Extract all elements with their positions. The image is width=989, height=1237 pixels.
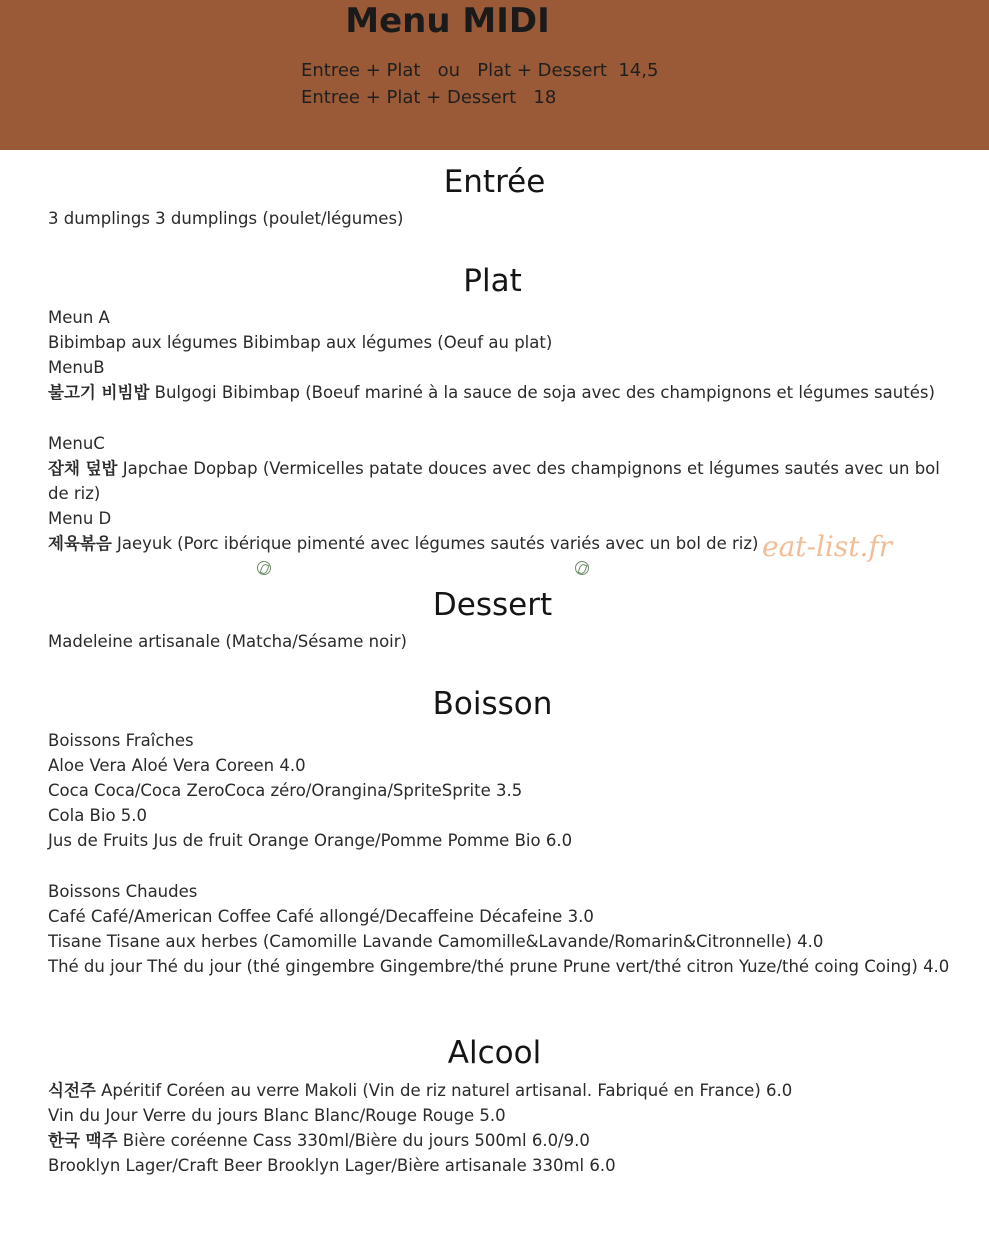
alcool-item-aperitif — [48, 1078, 953, 1103]
leaf-icon — [257, 561, 271, 575]
list-item: Aloe Vera Aloé Vera Coreen 4.0 — [48, 756, 306, 775]
menu-d-label: Menu D — [48, 509, 112, 528]
boissons-chaudes-label: Boissons Chaudes — [48, 882, 198, 901]
alcool-korean: 식전주 — [48, 1081, 96, 1100]
alcool-item-vin: Vin du Jour Verre du jours Blanc Blanc/Rouge Rouge 5.0 — [48, 1106, 506, 1125]
entree-item: 3 dumplings 3 dumplings (poulet/légumes) — [48, 209, 404, 228]
section-title-dessert: Dessert — [432, 587, 553, 623]
menu-c-description: Japchae Dopbap (Vermicelles patate douces avec des champignons et légumes sautés avec un bol de riz) — [48, 459, 940, 503]
menu-d-korean: 제육볶음 — [48, 534, 112, 553]
alcool-item-biere — [48, 1128, 953, 1153]
alcool-korean: 한국 맥주 — [48, 1131, 118, 1150]
watermark-text: eat-list.fr — [762, 530, 893, 563]
page-title: Menu MIDI — [345, 1, 550, 41]
menu-c-label: MenuC — [48, 434, 105, 453]
formula-price-1: Entree + Plat ou Plat + Dessert 14,5 — [301, 60, 659, 81]
section-title-alcool: Alcool — [447, 1035, 542, 1071]
menu-c-korean: 잡채 덮밥 — [48, 459, 118, 478]
list-item: Coca Coca/Coca ZeroCoca zéro/Orangina/SpriteSprite 3.5 — [48, 781, 523, 800]
section-title-plat: Plat — [463, 263, 522, 299]
alcool-item-brooklyn: Brooklyn Lager/Craft Beer Brooklyn Lager/Bière artisanale 330ml 6.0 — [48, 1156, 616, 1175]
menu-a-label: Meun A — [48, 308, 110, 327]
formula-price-2: Entree + Plat + Dessert 18 — [301, 87, 557, 108]
list-item: Cola Bio 5.0 — [48, 806, 148, 825]
list-item: Jus de Fruits Jus de fruit Orange Orange/Pomme Pomme Bio 6.0 — [48, 831, 573, 850]
list-item: Café Café/American Coffee Café allongé/Decaffeine Décafeine 3.0 — [48, 907, 594, 926]
menu-b-label: MenuB — [48, 358, 105, 377]
section-title-entree: Entrée — [443, 164, 546, 200]
list-item: Thé du jour Thé du jour (thé gingembre Gingembre/thé prune Prune vert/thé citron Yuze/thé coing Coing) 4.0 — [48, 957, 950, 976]
menu-d-description: Jaeyuk (Porc ibérique pimenté avec légumes sautés variés avec un bol de riz) — [111, 534, 759, 553]
list-item: Tisane Tisane aux herbes (Camomille Lavande Camomille&Lavande/Romarin&Citronnelle) 4.0 — [48, 932, 824, 951]
alcool-description: Apéritif Coréen au verre Makoli (Vin de riz naturel artisanal. Fabriqué en France) 6.0 — [95, 1081, 793, 1100]
header-banner — [0, 0, 989, 150]
dessert-item: Madeleine artisanale (Matcha/Sésame noir) — [48, 632, 407, 651]
menu-b-description: Bulgogi Bibimbap (Boeuf mariné à la sauce de soja avec des champignons et légumes sautés) — [149, 383, 935, 402]
menu-a-item: Bibimbap aux légumes Bibimbap aux légumes (Oeuf au plat) — [48, 333, 553, 352]
leaf-icon — [575, 561, 589, 575]
menu-b-korean: 불고기 비빔밥 — [48, 383, 150, 402]
section-title-boisson: Boisson — [432, 686, 553, 722]
alcool-description: Bière coréenne Cass 330ml/Bière du jours 500ml 6.0/9.0 — [117, 1131, 590, 1150]
menu-c-item — [48, 456, 953, 506]
menu-b-item — [48, 380, 953, 405]
boissons-fraiches-label: Boissons Fraîches — [48, 731, 194, 750]
